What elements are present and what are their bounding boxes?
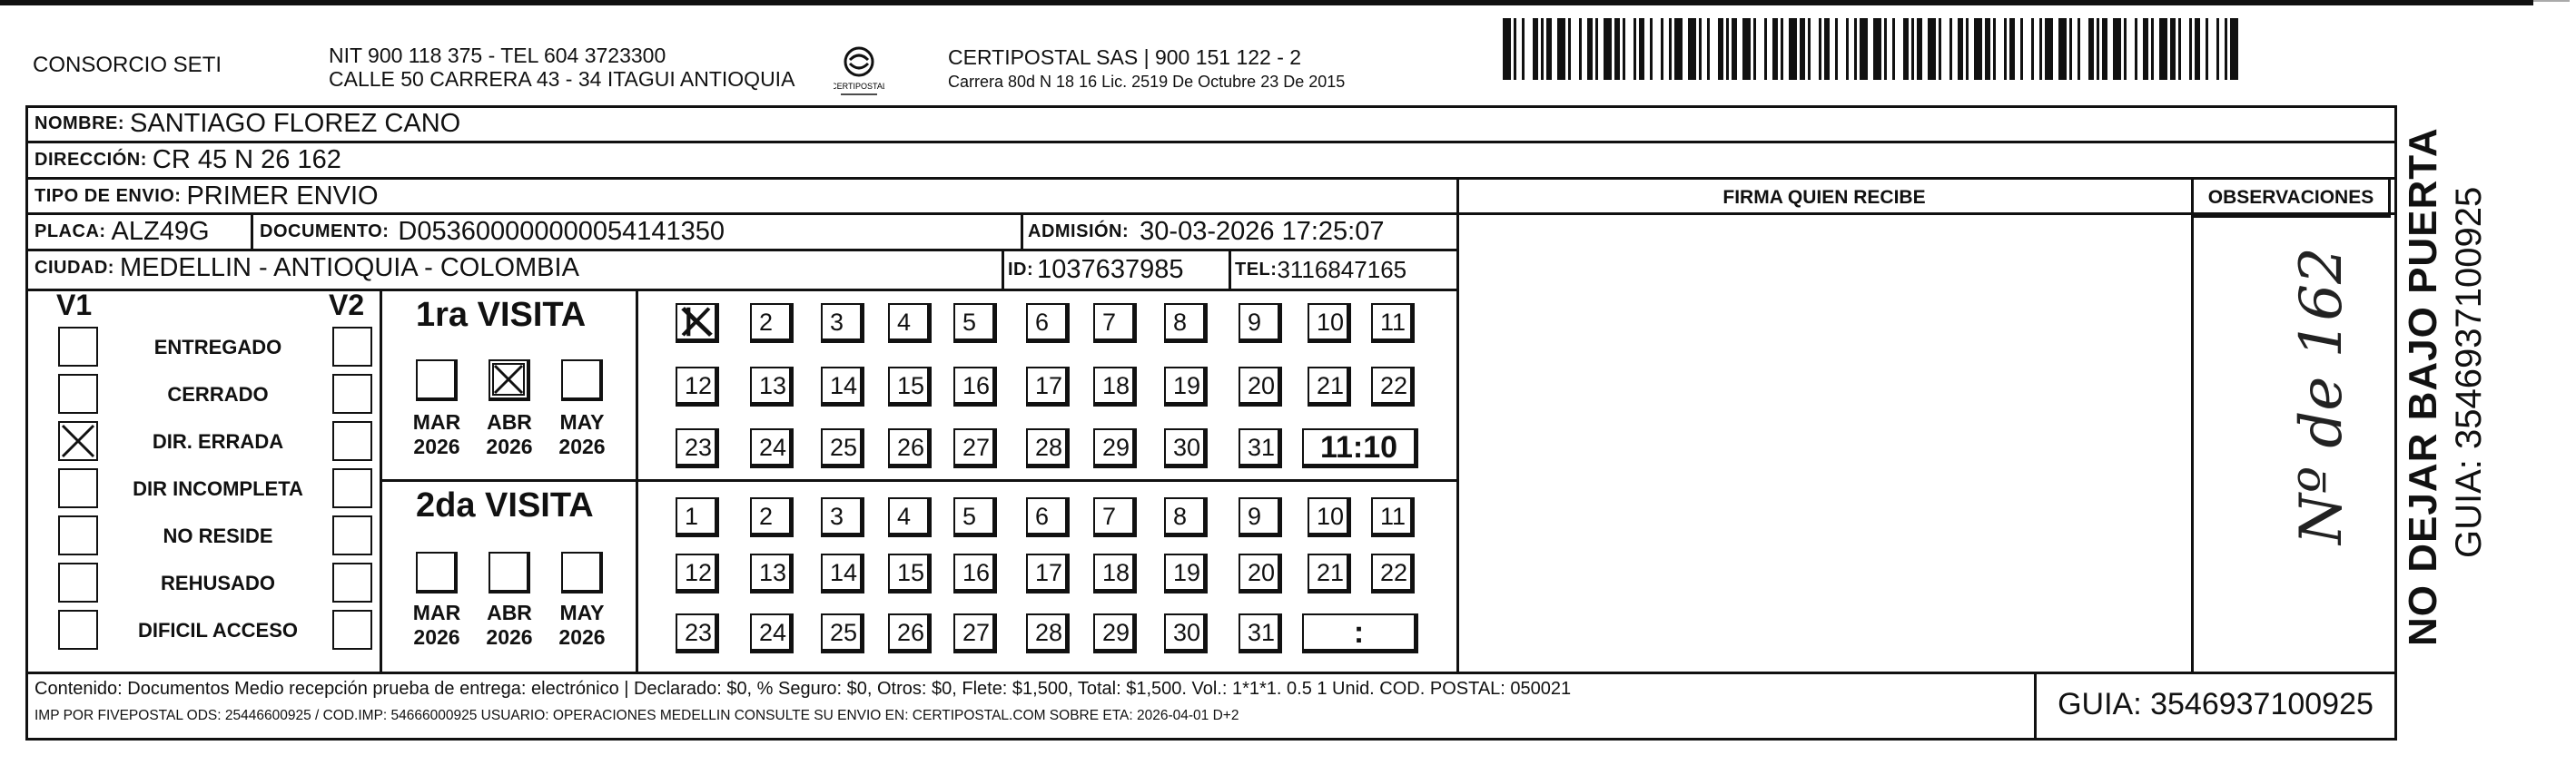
day-number: 20 (1248, 559, 1276, 586)
day-box[interactable] (953, 303, 997, 343)
id-label: ID: (1008, 259, 1034, 280)
day-number: 20 (1248, 372, 1276, 399)
v2-checkbox[interactable] (332, 421, 372, 461)
day-number: 18 (1102, 559, 1130, 586)
month-label (405, 410, 469, 459)
tel-sep (1229, 250, 1231, 289)
id-sep (1002, 250, 1004, 289)
placa-value: ALZ49G (111, 217, 210, 246)
day-box[interactable] (1371, 554, 1415, 594)
month-name: MAY (559, 410, 605, 434)
month-checkbox[interactable] (416, 552, 458, 594)
handwritten-note-text: Nº de 162 (2288, 247, 2355, 544)
day-box[interactable] (1371, 303, 1415, 343)
footer-line2: IMP POR FIVEPOSTAL ODS: 25446600925 / COD.IMP: 54666000925 USUARIO: OPERACIONES MEDELLIN CONSULTE SU ENVIO EN: CERTIPOSTAL.COM SOBRE ETA: 2026-04-01 D+2 (35, 708, 1239, 723)
day-box[interactable] (1239, 303, 1282, 343)
documento-label: DOCUMENTO: (260, 221, 390, 241)
tipo-label: TIPO DE ENVIO: (35, 186, 182, 206)
col-obs-left (2191, 177, 2194, 674)
box-bottom (25, 738, 2397, 741)
day-box[interactable] (1239, 497, 1282, 537)
day-number: 8 (1173, 309, 1188, 336)
month-checkbox[interactable] (489, 552, 530, 594)
status-option-label: ENTREGADO (153, 336, 282, 358)
month-label (478, 410, 541, 459)
svg-text:CERTIPOSTAL: CERTIPOSTAL (834, 82, 884, 91)
admision-value: 30-03-2026 17:25:07 (1140, 217, 1385, 246)
v1-checkbox[interactable] (58, 421, 98, 461)
day-box[interactable] (750, 428, 794, 468)
v1-checkbox[interactable] (58, 374, 98, 414)
day-number: 23 (685, 619, 713, 646)
tel-cell (1235, 252, 1406, 287)
day-box[interactable] (888, 554, 932, 594)
side-warning: NO DEJAR BAJO PUERTA (2401, 127, 2445, 646)
tipo-value: PRIMER ENVIO (186, 181, 379, 211)
day-box[interactable] (821, 613, 864, 653)
day-box[interactable] (1093, 554, 1137, 594)
day-box[interactable] (1093, 367, 1137, 407)
handwritten-note (2288, 247, 2355, 544)
day-number: 21 (1317, 559, 1345, 586)
status-option-label: DIR. ERRADA (152, 430, 284, 453)
day-box[interactable] (1239, 613, 1282, 653)
day-box[interactable] (676, 428, 719, 468)
day-number: 15 (897, 372, 925, 399)
day-box[interactable] (1026, 303, 1070, 343)
day-number: 25 (830, 434, 858, 461)
month-label (478, 601, 541, 650)
visit2-title: 2da VISITA (416, 486, 594, 525)
tel-label: TEL: (1235, 259, 1278, 280)
certipostal-logo (834, 44, 884, 98)
sep-4 (25, 249, 1458, 251)
documento-value: D053600000000054141350 (398, 217, 725, 246)
day-box[interactable] (1308, 497, 1351, 537)
day-box[interactable] (750, 613, 794, 653)
day-box[interactable] (888, 303, 932, 343)
sep-5 (25, 289, 1458, 291)
v1-checkbox[interactable] (58, 468, 98, 508)
day-number: 2 (759, 503, 774, 530)
day-number: 26 (897, 619, 925, 646)
col-obs-right (2388, 177, 2391, 218)
month-checkbox[interactable] (561, 552, 603, 594)
month-label (405, 601, 469, 650)
ciudad-row (27, 252, 579, 284)
corner-mark (2533, 0, 2570, 2)
observaciones-header: OBSERVACIONES (2207, 187, 2374, 208)
v2-checkbox[interactable] (332, 515, 372, 555)
day-number: 2 (759, 309, 774, 336)
day-number: 22 (1380, 559, 1408, 586)
day-box[interactable] (888, 613, 932, 653)
day-number: 16 (962, 372, 991, 399)
day-box[interactable] (676, 367, 719, 407)
placa-sep (251, 215, 253, 250)
day-number: 19 (1173, 559, 1201, 586)
day-box[interactable] (1164, 303, 1208, 343)
month-year: 2026 (558, 435, 606, 458)
direccion-label: DIRECCIÓN: (35, 150, 147, 170)
day-number: 30 (1173, 619, 1201, 646)
day-number: 19 (1173, 372, 1201, 399)
day-box[interactable] (1164, 613, 1208, 653)
day-number: 27 (962, 619, 991, 646)
v1-checkbox[interactable] (58, 515, 98, 555)
v1-checkbox[interactable] (58, 327, 98, 367)
day-box[interactable] (1093, 428, 1137, 468)
company-name: CONSORCIO SETI (33, 53, 222, 77)
day-number: 18 (1102, 372, 1130, 399)
day-box[interactable] (750, 367, 794, 407)
day-number: 17 (1035, 372, 1063, 399)
day-number: 26 (897, 434, 925, 461)
day-number: 1 (685, 503, 699, 530)
day-number: 4 (897, 503, 912, 530)
time-value: : (1353, 615, 1365, 650)
direccion-value: CR 45 N 26 162 (152, 145, 341, 174)
month-checkbox[interactable] (561, 359, 603, 401)
day-number: 31 (1248, 619, 1276, 646)
day-number: 13 (759, 559, 787, 586)
day-box[interactable] (750, 497, 794, 537)
sep-1 (25, 141, 2397, 143)
day-box[interactable] (1308, 554, 1351, 594)
day-number: 28 (1035, 434, 1063, 461)
day-box[interactable] (1026, 554, 1070, 594)
nombre-value: SANTIAGO FLOREZ CANO (130, 109, 461, 138)
day-box[interactable] (1093, 497, 1137, 537)
day-box[interactable] (953, 613, 997, 653)
day-number: 8 (1173, 503, 1188, 530)
day-box[interactable] (821, 367, 864, 407)
side-guia: GUIA: 3546937100925 (2449, 186, 2489, 558)
day-box[interactable] (1239, 367, 1282, 407)
placa-row (27, 216, 210, 248)
col-firma-left (1456, 177, 1459, 674)
month-year: 2026 (413, 625, 460, 649)
id-value: 1037637985 (1037, 254, 1184, 284)
day-number: 9 (1248, 503, 1262, 530)
day-box[interactable] (1308, 303, 1351, 343)
day-number: 23 (685, 434, 713, 461)
day-number: 3 (830, 503, 844, 530)
nit-line: NIT 900 118 375 - TEL 604 3723300 (329, 44, 666, 67)
status-option-label: NO RESIDE (163, 525, 273, 547)
status-option-label: DIR INCOMPLETA (133, 477, 303, 500)
time-box[interactable] (1302, 613, 1418, 653)
months-sep (636, 289, 638, 673)
day-box[interactable] (1026, 367, 1070, 407)
day-number: 29 (1102, 434, 1130, 461)
day-box[interactable] (1026, 428, 1070, 468)
day-number: 22 (1380, 372, 1408, 399)
footer-guia: GUIA: 3546937100925 (2058, 687, 2374, 721)
day-number: 4 (897, 309, 912, 336)
day-box[interactable] (1026, 497, 1070, 537)
admision-sep (1021, 215, 1023, 250)
day-box[interactable] (821, 497, 864, 537)
sep-2 (25, 177, 2397, 180)
v2-checkbox[interactable] (332, 563, 372, 603)
month-year: 2026 (413, 435, 460, 458)
day-number: 16 (962, 559, 991, 586)
day-number: 31 (1248, 434, 1276, 461)
nombre-row (27, 108, 460, 140)
day-number: 11 (1380, 503, 1406, 530)
day-box[interactable] (821, 428, 864, 468)
day-number: 7 (1102, 309, 1117, 336)
status-option-label: REHUSADO (161, 572, 275, 594)
day-box[interactable] (750, 554, 794, 594)
status-option-label: DIFICIL ACCESO (137, 619, 298, 642)
address-line: CALLE 50 CARRERA 43 - 34 ITAGUI ANTIOQUIA (329, 67, 795, 91)
day-number: 17 (1035, 559, 1063, 586)
month-year: 2026 (558, 625, 606, 649)
day-number: 14 (830, 372, 858, 399)
day-box[interactable] (1371, 497, 1415, 537)
v1-label: V1 (56, 289, 93, 321)
day-number: 24 (759, 619, 787, 646)
day-box[interactable] (1164, 367, 1208, 407)
day-number: 5 (962, 309, 977, 336)
time-box[interactable] (1302, 428, 1418, 468)
admision-label: ADMISIÓN: (1028, 221, 1130, 241)
month-name: ABR (487, 410, 532, 434)
day-number: 3 (830, 309, 844, 336)
day-box[interactable] (888, 428, 932, 468)
v2-checkbox[interactable] (332, 610, 372, 650)
v2-checkbox[interactable] (332, 468, 372, 508)
day-box[interactable] (1308, 367, 1351, 407)
time-value: 11:10 (1319, 430, 1398, 465)
top-border (0, 0, 2533, 5)
day-number: 12 (685, 559, 713, 586)
day-number: 30 (1173, 434, 1201, 461)
firma-header: FIRMA QUIEN RECIBE (1722, 187, 1926, 208)
day-number: 11 (1380, 309, 1406, 336)
visit-sep (380, 479, 1458, 482)
sep-3 (25, 212, 2397, 215)
day-box[interactable] (676, 554, 719, 594)
tel-value: 3116847165 (1277, 255, 1407, 283)
day-box[interactable] (1164, 428, 1208, 468)
documento-cell (260, 216, 725, 248)
visit1-title: 1ra VISITA (416, 296, 587, 334)
day-box[interactable] (953, 554, 997, 594)
day-box[interactable] (953, 428, 997, 468)
status-option-label: CERRADO (167, 383, 269, 406)
day-number: 6 (1035, 309, 1050, 336)
month-year: 2026 (486, 625, 533, 649)
id-cell (1008, 252, 1183, 287)
day-box[interactable] (676, 613, 719, 653)
month-year: 2026 (486, 435, 533, 458)
day-box[interactable] (1239, 554, 1282, 594)
day-number: 10 (1317, 503, 1345, 530)
placa-label: PLACA: (35, 221, 106, 241)
day-box[interactable] (888, 367, 932, 407)
nombre-label: NOMBRE: (35, 113, 125, 133)
day-box[interactable] (750, 303, 794, 343)
day-box[interactable] (888, 497, 932, 537)
day-number: 25 (830, 619, 858, 646)
v2-checkbox[interactable] (332, 374, 372, 414)
day-number: 7 (1102, 503, 1117, 530)
day-number: 13 (759, 372, 787, 399)
month-checkbox[interactable] (416, 359, 458, 401)
month-name: MAR (412, 601, 461, 624)
month-name: MAR (412, 410, 461, 434)
day-number: 12 (685, 372, 713, 399)
day-number: 5 (962, 503, 977, 530)
day-box[interactable] (676, 497, 719, 537)
month-label (550, 601, 614, 650)
month-name: MAY (559, 601, 605, 624)
day-box[interactable] (1164, 497, 1208, 537)
license-line: Carrera 80d N 18 16 Lic. 2519 De Octubre 23 De 2015 (948, 73, 1346, 91)
ciudad-value: MEDELLIN - ANTIOQUIA - COLOMBIA (119, 253, 579, 282)
certipostal-line: CERTIPOSTAL SAS | 900 151 122 - 2 (948, 45, 1302, 69)
v1-checkbox[interactable] (58, 563, 98, 603)
day-number: 10 (1317, 309, 1345, 336)
day-box[interactable] (821, 554, 864, 594)
day-number: 9 (1248, 309, 1262, 336)
day-box[interactable] (821, 303, 864, 343)
day-number: 6 (1035, 503, 1050, 530)
day-number: 28 (1035, 619, 1063, 646)
v1-checkbox[interactable] (58, 610, 98, 650)
day-number: 29 (1102, 619, 1130, 646)
obs-header-line (2191, 215, 2391, 218)
month-label (550, 410, 614, 459)
day-box[interactable] (953, 497, 997, 537)
tipo-row (27, 181, 379, 212)
day-number: 14 (830, 559, 858, 586)
day-box[interactable] (676, 303, 719, 343)
month-name: ABR (487, 601, 532, 624)
day-box[interactable] (1093, 613, 1137, 653)
day-check-mark (677, 305, 715, 338)
day-number: 27 (962, 434, 991, 461)
month-checkbox[interactable] (489, 359, 530, 401)
day-number: 21 (1317, 372, 1345, 399)
day-box[interactable] (1026, 613, 1070, 653)
admision-cell (1028, 216, 1384, 248)
day-number: 15 (897, 559, 925, 586)
day-box[interactable] (953, 367, 997, 407)
v2-label: V2 (329, 289, 365, 321)
barcode (1503, 18, 2243, 80)
ciudad-label: CIUDAD: (35, 258, 114, 278)
day-box[interactable] (1239, 428, 1282, 468)
day-box[interactable] (1371, 367, 1415, 407)
direccion-row (27, 144, 341, 176)
footer-line1: Contenido: Documentos Medio recepción prueba de entrega: electrónico | Declarado: $0, % Seguro: $0, Otros: $0, Flete: $1,500, Total: $1,500. Vol.: 1*1*1. 0.5 1 Unid. COD. POSTAL: 050021 (35, 679, 1572, 699)
v2-checkbox[interactable] (332, 327, 372, 367)
box-right (2394, 105, 2397, 741)
day-box[interactable] (1164, 554, 1208, 594)
day-number: 24 (759, 434, 787, 461)
day-box[interactable] (1093, 303, 1137, 343)
